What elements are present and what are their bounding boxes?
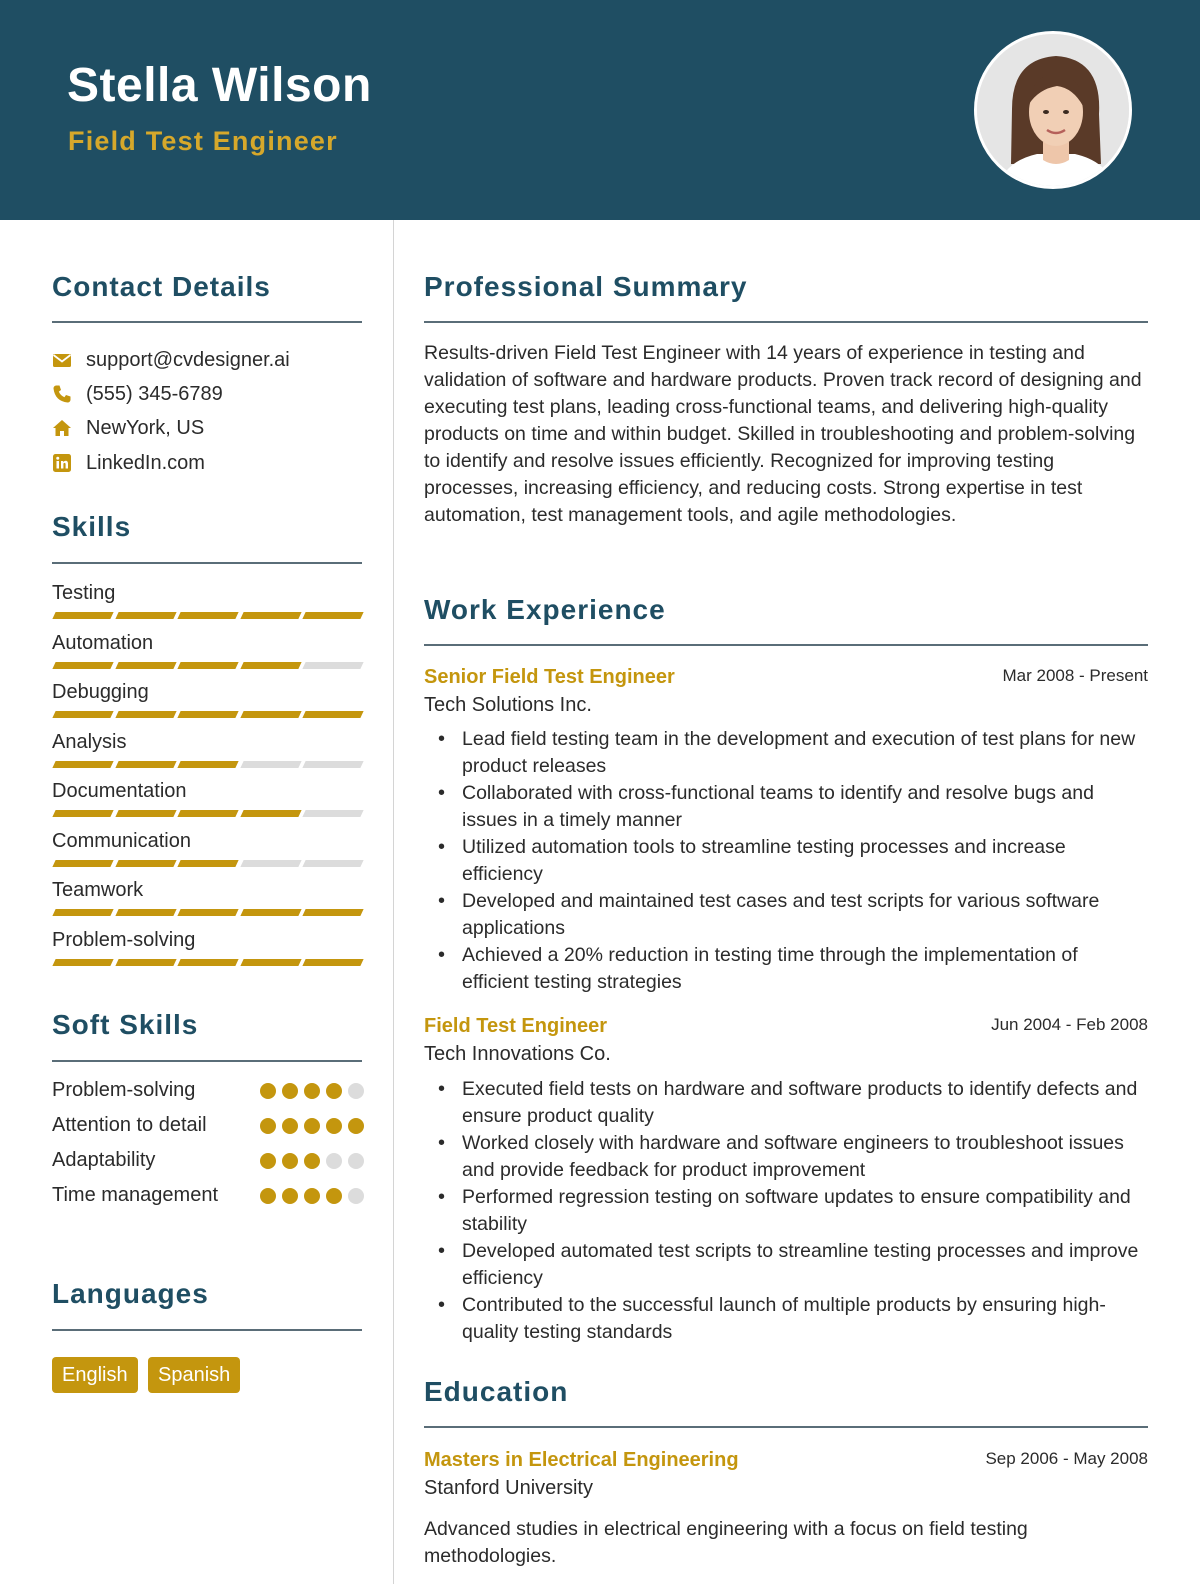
skill-level-segment [240, 860, 301, 867]
skill-level-segment [52, 711, 113, 718]
rating-dot [304, 1188, 320, 1204]
skill-level-segment [52, 761, 113, 768]
soft-skill-label: Problem-solving [52, 1079, 196, 1101]
job-2-dates: Jun 2004 - Feb 2008 [991, 1015, 1148, 1034]
skill-level-segment [115, 711, 176, 718]
contact-location-text: NewYork, US [86, 416, 205, 439]
education-section-rule [424, 1426, 1148, 1428]
list-item: • Achieved a 20% reduction in testing time through the implementation of efficient testing strategies [424, 942, 1148, 996]
list-item: • Performed regression testing on software updates to ensure compatibility and stability [424, 1184, 1148, 1238]
list-item: • Contributed to the successful launch of multiple products by ensuring high-quality testing standards [424, 1292, 1148, 1346]
work-section-title: Work Experience [424, 594, 666, 625]
summary-section-rule [424, 321, 1148, 323]
contact-location [52, 416, 204, 440]
skill-level-segment [303, 909, 364, 916]
rating-dot [304, 1118, 320, 1134]
skill-level-bar [54, 761, 362, 768]
profile-portrait-icon [977, 34, 1132, 189]
skill-level-segment [240, 959, 301, 966]
resume-header [0, 0, 1200, 220]
skill-label: Problem-solving [52, 929, 196, 951]
skill-level-segment [52, 909, 113, 916]
rating-dot [260, 1118, 276, 1134]
skill-label: Debugging [52, 681, 149, 703]
summary-section-title: Professional Summary [424, 271, 748, 302]
work-section-rule [424, 644, 1148, 646]
skill-level-segment [240, 711, 301, 718]
skill-level-segment [178, 810, 239, 817]
rating-dot [260, 1083, 276, 1099]
list-item: • Worked closely with hardware and software engineers to troubleshoot issues and provide feedback for product improvement [424, 1130, 1148, 1184]
soft-skill-rating [260, 1188, 364, 1204]
list-item: • Utilized automation tools to streamline testing processes and increase efficiency [424, 834, 1148, 888]
skill-level-segment [115, 810, 176, 817]
contact-phone[interactable] [52, 382, 223, 406]
skill-level-bar [54, 959, 362, 966]
contact-email-text: support@cvdesigner.ai [86, 348, 290, 371]
skill-level-segment [115, 909, 176, 916]
skill-level-segment [178, 761, 239, 768]
soft-skills-section-title: Soft Skills [52, 1009, 199, 1040]
skills-section-title: Skills [52, 511, 132, 542]
soft-skill-rating [260, 1083, 364, 1099]
skill-level-segment [178, 909, 239, 916]
education-degree: Masters in Electrical Engineering [424, 1449, 739, 1471]
list-item: • Executed field tests on hardware and software products to identify defects and ensure product quality [424, 1076, 1148, 1130]
skill-level-bar [54, 860, 362, 867]
skill-label: Communication [52, 830, 191, 852]
languages-section-rule [52, 1329, 362, 1331]
contact-section-rule [52, 321, 362, 323]
education-dates: Sep 2006 - May 2008 [985, 1449, 1148, 1468]
skill-level-bar [54, 711, 362, 718]
soft-skill-rating [260, 1153, 364, 1169]
list-item: • Collaborated with cross-functional teams to identify and resolve bugs and issues in a timely manner [424, 780, 1148, 834]
job-1-dates: Mar 2008 - Present [1002, 666, 1148, 685]
skill-level-segment [115, 959, 176, 966]
contact-email[interactable] [52, 348, 290, 372]
soft-skill-label: Time management [52, 1184, 218, 1206]
job-1-bullets [424, 726, 1148, 996]
skill-level-segment [115, 860, 176, 867]
skill-level-segment [240, 909, 301, 916]
rating-dot [348, 1083, 364, 1099]
list-item: • Lead field testing team in the development and execution of test plans for new product releases [424, 726, 1148, 780]
skill-level-bar [54, 810, 362, 817]
rating-dot [260, 1153, 276, 1169]
column-divider [393, 220, 394, 1584]
skill-level-segment [240, 761, 301, 768]
summary-text: Results-driven Field Test Engineer with 14 years of experience in testing and validation of software and hardware products. Proven track record of designing and executing test plans, leading cross-functional teams, and delivering high-quality products on time and within budget. Skilled in troubleshooting and problem-solving to identify and resolve issues efficiently. Recognized for improving testing processes, increasing efficiency, and reducing costs. Strong expertise in test automation, test management tools, and agile methodologies. [424, 342, 1142, 526]
education-section-title: Education [424, 1376, 569, 1407]
contact-linkedin[interactable] [52, 451, 205, 475]
skill-level-segment [52, 810, 113, 817]
skill-label: Teamwork [52, 879, 144, 901]
list-item: • Developed and maintained test cases and test scripts for various software applications [424, 888, 1148, 942]
job-2-title: Field Test Engineer [424, 1015, 607, 1037]
phone-icon [52, 384, 72, 404]
skill-level-segment [52, 860, 113, 867]
skill-level-segment [115, 612, 176, 619]
rating-dot [304, 1083, 320, 1099]
contact-phone-text: (555) 345-6789 [86, 382, 223, 405]
skill-level-bar [54, 909, 362, 916]
skill-level-segment [52, 959, 113, 966]
language-tag-english: English [52, 1357, 138, 1393]
rating-dot [348, 1118, 364, 1134]
skill-level-segment [303, 959, 364, 966]
skill-level-segment [115, 761, 176, 768]
job-2-company: Tech Innovations Co. [424, 1043, 611, 1065]
skill-level-segment [240, 612, 301, 619]
skill-level-segment [115, 662, 176, 669]
rating-dot [304, 1153, 320, 1169]
skill-label: Documentation [52, 780, 187, 802]
skill-label: Automation [52, 632, 154, 654]
job-1-title: Senior Field Test Engineer [424, 666, 675, 688]
rating-dot [326, 1118, 342, 1134]
education-school: Stanford University [424, 1477, 593, 1499]
languages-section-title: Languages [52, 1278, 209, 1309]
skill-level-segment [178, 662, 239, 669]
soft-skill-rating [260, 1118, 364, 1134]
skill-level-bar [54, 612, 362, 619]
language-tag-spanish: Spanish [148, 1357, 240, 1393]
skill-level-segment [240, 810, 301, 817]
rating-dot [326, 1153, 342, 1169]
rating-dot [326, 1188, 342, 1204]
skills-section-rule [52, 562, 362, 564]
rating-dot [282, 1083, 298, 1099]
skill-level-segment [303, 810, 364, 817]
rating-dot [282, 1188, 298, 1204]
skill-level-segment [178, 959, 239, 966]
skill-level-segment [178, 860, 239, 867]
skill-level-bar [54, 662, 362, 669]
rating-dot [348, 1153, 364, 1169]
skill-level-segment [178, 711, 239, 718]
contact-linkedin-text: LinkedIn.com [86, 451, 205, 474]
education-description: Advanced studies in electrical engineering with a focus on field testing methodologies. [424, 1518, 1028, 1567]
skill-level-segment [303, 612, 364, 619]
candidate-role: Field Test Engineer [68, 126, 338, 156]
candidate-name: Stella Wilson [67, 59, 372, 112]
rating-dot [326, 1083, 342, 1099]
job-2-bullets [424, 1076, 1148, 1346]
skill-level-segment [303, 761, 364, 768]
contact-section-title: Contact Details [52, 271, 271, 302]
soft-skill-label: Attention to detail [52, 1114, 207, 1136]
skill-level-segment [178, 612, 239, 619]
skill-level-segment [52, 662, 113, 669]
job-1-company: Tech Solutions Inc. [424, 694, 592, 716]
skill-level-segment [240, 662, 301, 669]
skill-level-segment [303, 860, 364, 867]
soft-skills-section-rule [52, 1060, 362, 1062]
skill-label: Analysis [52, 731, 127, 753]
rating-dot [282, 1153, 298, 1169]
home-icon [52, 418, 72, 438]
rating-dot [282, 1118, 298, 1134]
skill-level-segment [303, 711, 364, 718]
profile-photo [974, 31, 1132, 189]
rating-dot [348, 1188, 364, 1204]
soft-skill-label: Adaptability [52, 1149, 156, 1171]
rating-dot [260, 1188, 276, 1204]
skill-level-segment [52, 612, 113, 619]
envelope-icon [52, 350, 72, 370]
list-item: • Developed automated test scripts to streamline testing processes and improve efficiency [424, 1238, 1148, 1292]
skill-label: Testing [52, 582, 116, 604]
linkedin-icon [52, 453, 72, 473]
skill-level-segment [303, 662, 364, 669]
